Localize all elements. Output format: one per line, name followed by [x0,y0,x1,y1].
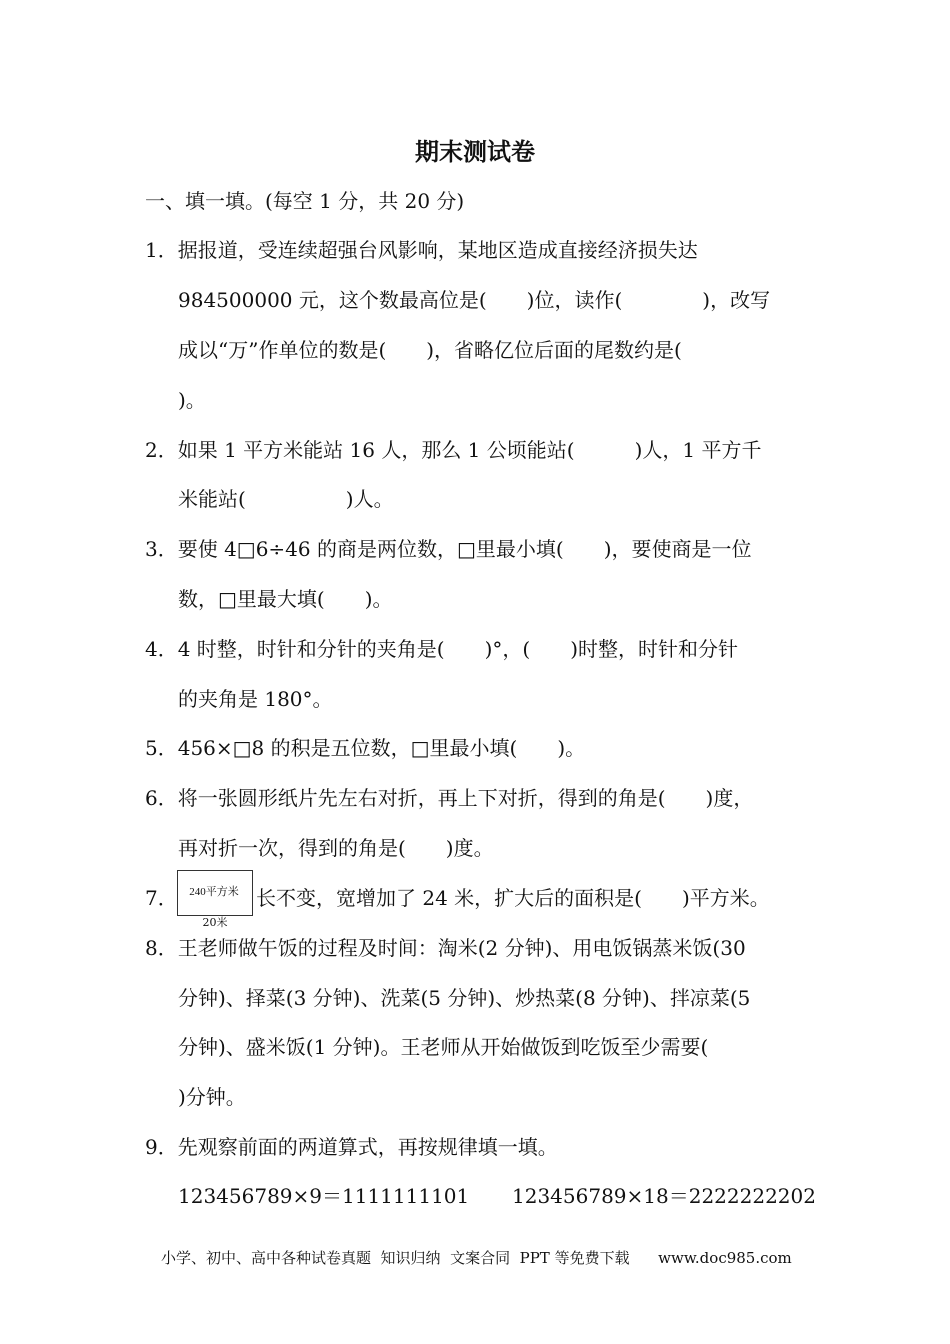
question-1-line-1: 1．据报道，受连续超强台风影响，某地区造成直接经济损失达 [145,238,698,262]
question-3-line-1: 3．要使 4□6÷46 的商是两位数，□里最小填( )，要使商是一位 [145,537,752,561]
question-2-line-2: 米能站( )人。 [178,487,394,511]
question-5-line-1: 5．456×□8 的积是五位数，□里最小填( )。 [145,736,586,760]
rectangle-diagram [177,870,253,916]
question-1-line-2: 984500000 元，这个数最高位是( )位，读作( )，改写 [178,288,771,312]
question-9-line-1: 9．先观察前面的两道算式，再按规律填一填。 [145,1135,558,1159]
rectangle-width-label: 20米 [202,916,228,929]
question-8-line-2: 分钟)、择菜(3 分钟)、洗菜(5 分钟)、炒热菜(8 分钟)、拌凉菜(5 [178,986,751,1010]
section-heading: 一、填一填。(每空 1 分，共 20 分) [145,189,465,213]
question-7-number: 7． [145,886,178,910]
page-title: 期末测试卷 [415,138,535,166]
question-9-equation-1: 123456789×9＝1111111101 [178,1184,470,1208]
question-6-line-1: 6．将一张圆形纸片先左右对折，再上下对折，得到的角是( )度， [145,786,754,810]
question-1-line-3: 成以“万”作单位的数是( )，省略亿位后面的尾数约是( [178,338,682,362]
question-1-line-4: )。 [178,388,206,412]
question-7-text: 长不变，宽增加了 24 米，扩大后的面积是( )平方米。 [256,886,770,910]
question-8-line-1: 8．王老师做午饭的过程及时间：淘米(2 分钟)、用电饭锅蒸米饭(30 [145,936,746,960]
question-2-line-1: 2．如果 1 平方米能站 16 人，那么 1 公顷能站( )人，1 平方千 [145,438,762,462]
question-3-line-2: 数，□里最大填( )。 [178,587,393,611]
question-9-equation-2: 123456789×18＝2222222202 [512,1184,816,1208]
question-6-line-2: 再对折一次，得到的角是( )度。 [178,836,494,860]
question-4-line-2: 的夹角是 180°。 [178,687,333,711]
question-8-line-4: )分钟。 [178,1085,246,1109]
question-8-line-3: 分钟)、盛米饭(1 分钟)。王老师从开始做饭到吃饭至少需要( [178,1035,709,1059]
footer-text: 小学、初中、高中各种试卷真题 知识归纳 文案合同 PPT 等免费下载 www.doc985.com [161,1249,792,1267]
question-4-line-1: 4．4 时整，时针和分针的夹角是( )°，( )时整，时针和分针 [145,637,739,661]
rectangle-area-label: 240平方米 [189,886,239,898]
